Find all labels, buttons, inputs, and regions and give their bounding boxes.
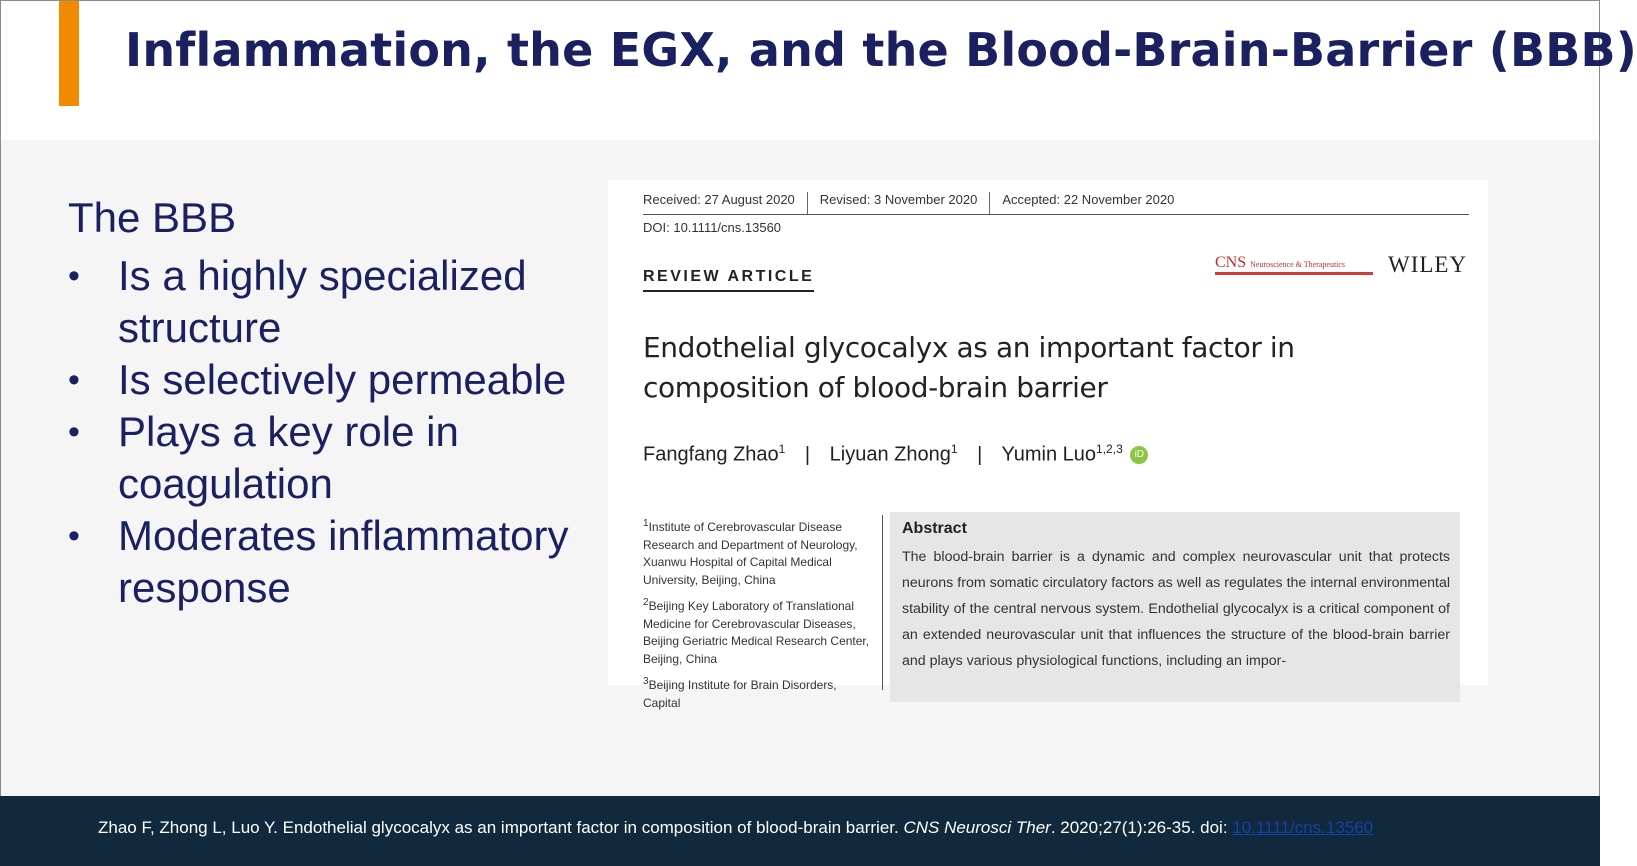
section-heading: The BBB (68, 194, 237, 241)
received-date: Received: 27 August 2020 (643, 192, 808, 214)
bullet-item (68, 406, 598, 510)
footer-bar (0, 796, 1600, 866)
journal-logo-text: CNS (1215, 254, 1247, 271)
author-affiliation-sup: 1 (950, 442, 958, 456)
bullet-icon: • (68, 517, 80, 555)
bullet-text: Plays a key role in coagulation (118, 408, 459, 507)
author-affiliation-sup: 1,2,3 (1096, 442, 1123, 456)
slide-title: Inflammation, the EGX, and the Blood-Brain-Barrier (BBB) (125, 23, 1637, 77)
citation-journal: CNS Neurosci Ther (903, 818, 1051, 837)
bullet-icon: • (68, 257, 80, 295)
affiliation-sup: 3 (643, 676, 649, 687)
bullet-text: Moderates inflammatory response (118, 512, 569, 611)
abstract-box (890, 512, 1460, 702)
affiliation-text: Institute of Cerebrovascular Disease Research and Department of Neurology, Xuanwu Hospital of Capital Medical University, Beijing, China (643, 520, 858, 587)
affiliation-item (643, 673, 873, 712)
affiliation-divider (882, 515, 883, 690)
abstract-text: The blood-brain barrier is a dynamic and complex neurovascular unit that protects neurons from somatic circulatory factors as well as regulates the internal environmental stability of the central nervous system. Endothelial glycocalyx is a critical component of an extended neurovascular unit that influences the structure of the blood-brain barrier and plays various physiological functions, including an impor- (902, 549, 1450, 669)
citation-suffix: . 2020;27(1):26-35. doi: (1050, 818, 1233, 837)
author-separator: | (804, 443, 811, 466)
article-doi: DOI: 10.1111/cns.13560 (643, 220, 782, 235)
author-name: Yumin Luo (1001, 443, 1097, 466)
affiliation-sup: 2 (643, 597, 649, 608)
bullet-text: Is selectively permeable (118, 356, 567, 403)
journal-logo-subtitle: Neuroscience & Therapeutics (1250, 260, 1346, 269)
accepted-date: Accepted: 22 November 2020 (1002, 192, 1175, 207)
bullet-text: Is a highly specialized structure (118, 252, 527, 351)
article-type-label: REVIEW ARTICLE (643, 268, 814, 292)
affiliation-text: Beijing Institute for Brain Disorders, Capital (643, 678, 837, 710)
abstract-title: Abstract (902, 520, 967, 537)
article-dates (643, 192, 1469, 215)
bullet-list (68, 250, 598, 614)
author-name: Liyuan Zhong (829, 443, 951, 466)
citation (98, 818, 1373, 838)
affiliation-item (643, 515, 873, 589)
article-screenshot (608, 180, 1488, 710)
revised-date: Revised: 3 November 2020 (808, 192, 991, 214)
author-name: Fangfang Zhao (643, 443, 779, 466)
orcid-icon: iD (1130, 446, 1148, 464)
journal-logo (1215, 254, 1373, 275)
bullet-icon: • (68, 361, 80, 399)
affiliation-sup: 1 (643, 518, 649, 529)
bullet-item (68, 250, 598, 354)
author-separator: | (977, 443, 983, 466)
title-accent-bar (59, 1, 79, 106)
affiliation-text: Beijing Key Laboratory of Translational Medicine for Cerebrovascular Diseases, Beijing Geriatric Medical Research Center, Beijing, China (643, 599, 870, 666)
bullet-item (68, 354, 598, 406)
affiliations (643, 515, 873, 717)
doi-link[interactable]: 10.1111/cns.13560 (1232, 818, 1374, 837)
affiliation-item (643, 594, 873, 668)
author-affiliation-sup: 1 (778, 442, 786, 456)
bullet-icon: • (68, 413, 80, 451)
bullet-item (68, 510, 598, 614)
citation-prefix: Zhao F, Zhong L, Luo Y. Endothelial glycocalyx as an important factor in composition of blood-brain barrier. (98, 818, 904, 837)
article-title: Endothelial glycocalyx as an important factor in composition of blood-brain barrier (643, 331, 1295, 404)
author-list (643, 442, 1148, 467)
publisher-logo: WILEY (1388, 252, 1468, 277)
